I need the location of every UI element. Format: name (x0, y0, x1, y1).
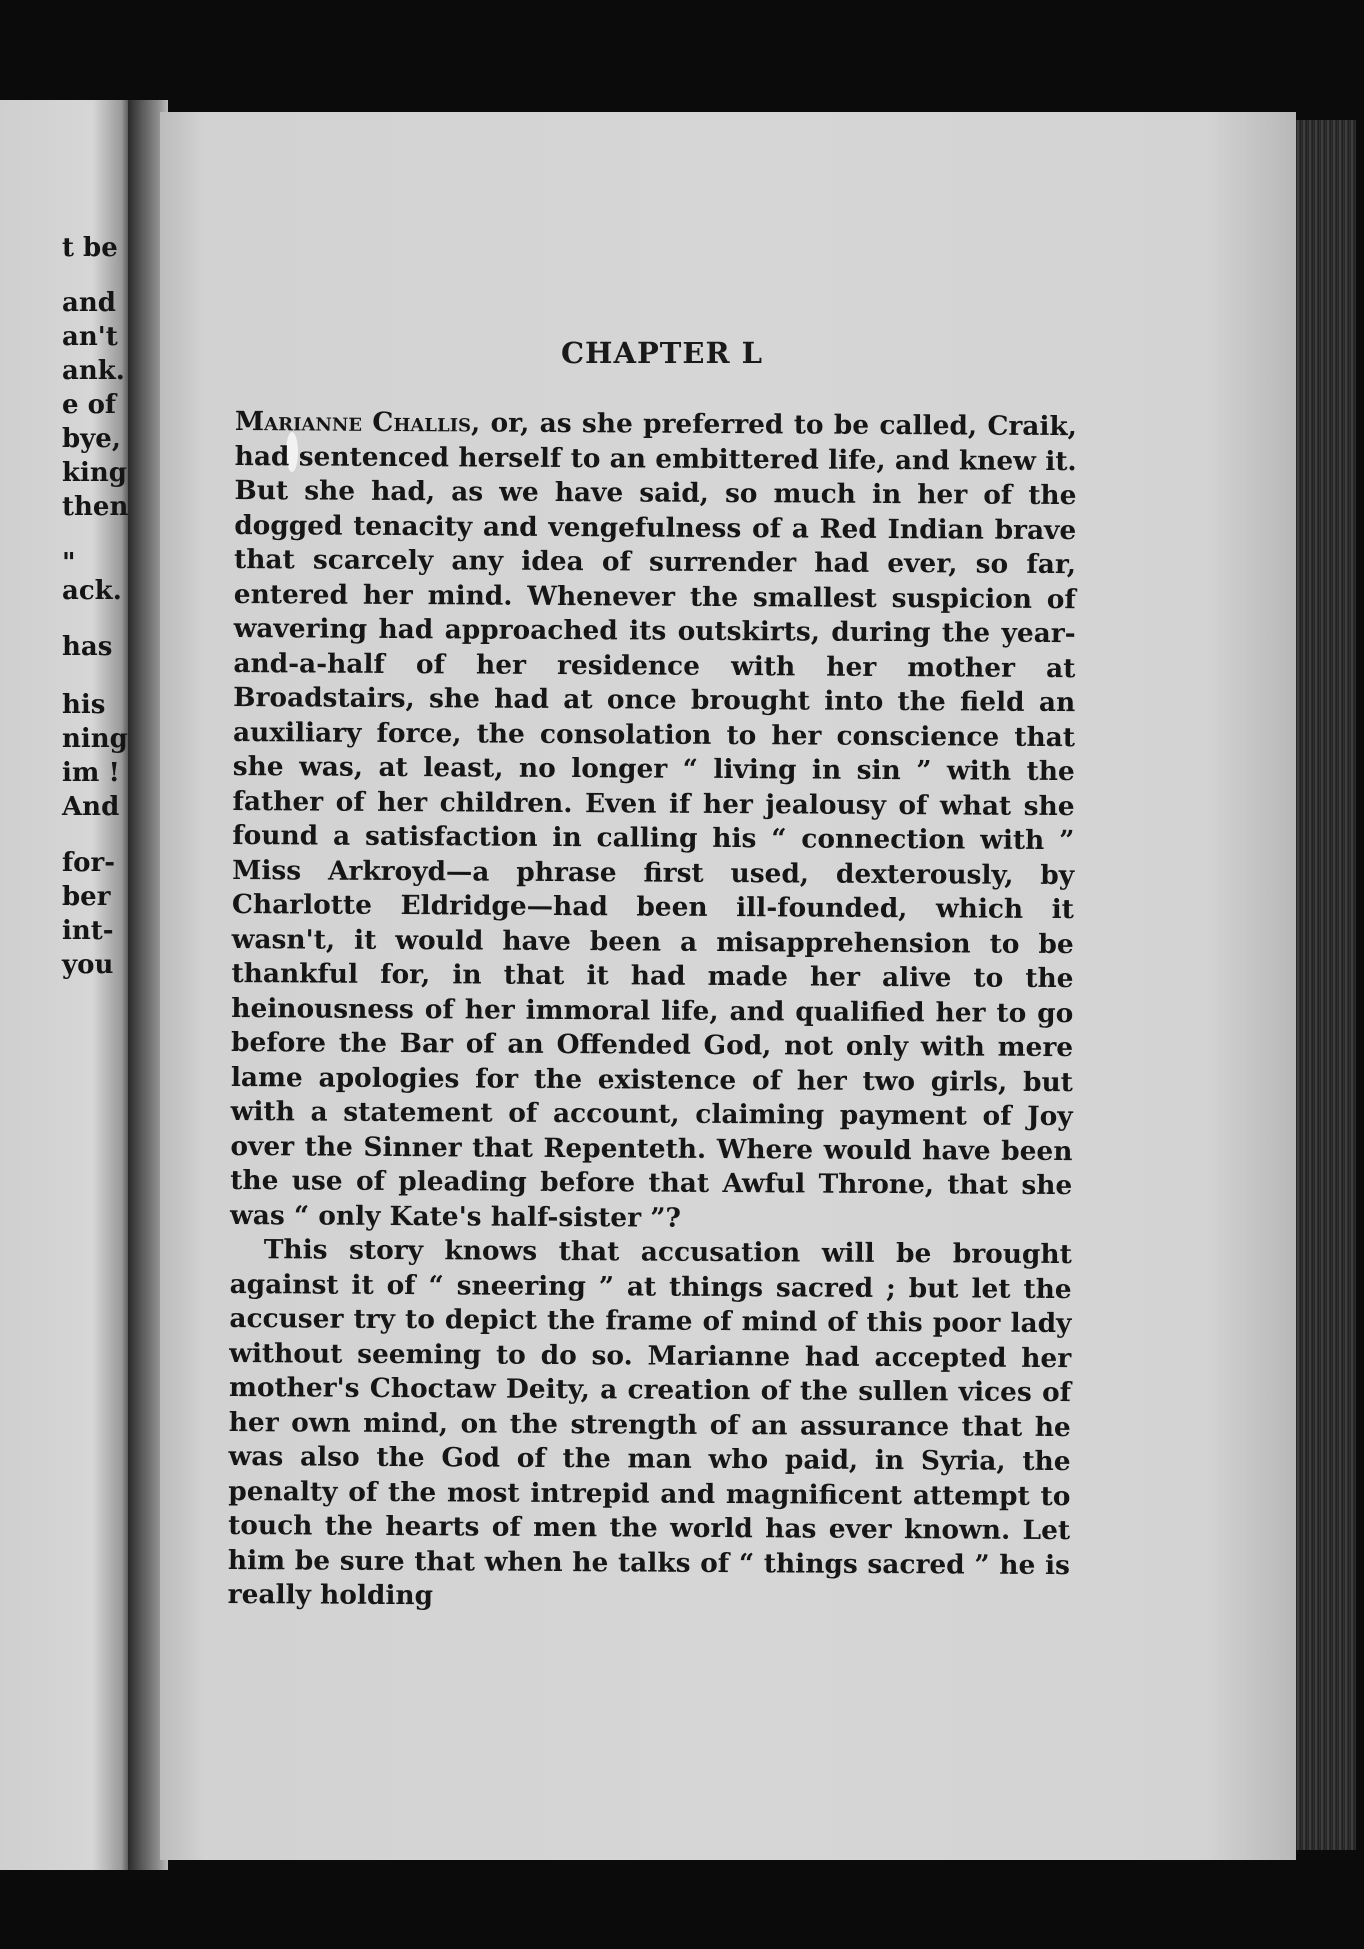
paragraph (230, 405, 1077, 1238)
facing-page-line: has (62, 632, 113, 662)
facing-page-line: and (62, 288, 116, 318)
facing-page-line: ber (62, 882, 111, 912)
facing-page-line: ank. (62, 356, 125, 386)
facing-page-line: an't (62, 322, 118, 352)
chapter-heading: CHAPTER L (560, 336, 764, 370)
facing-page-line: bye, (62, 424, 121, 454)
facing-page-line: ack. (62, 576, 122, 606)
facing-page-line: ning (62, 724, 128, 754)
facing-page-line: for- (62, 848, 116, 878)
facing-page-line: e of (62, 390, 117, 420)
paragraph-text: This story knows that accusation will be brought against it of “ sneering ” at things sacred ; but let the accuser try to depict the frame of mind of this poor lady without seeming to do so. Marianne had accepted her mother's Choctaw Deity, a creation of the sullen vices of her own mind, on the strength of an assurance that he was also the God of the man who paid, in Syria, the penalty of the most intrepid and magnificent attempt to touch the hearts of men the world has ever known. Let him be sure that when he talks of “ things sacred ” he is really holding (227, 1234, 1072, 1612)
facing-page-line: int- (62, 916, 114, 946)
facing-page-line: his (62, 690, 106, 720)
page-edges (1296, 120, 1356, 1850)
facing-page-line: im ! (62, 758, 120, 788)
facing-page-line: king (62, 458, 127, 488)
facing-page-line: t be (62, 233, 118, 263)
page-body (228, 405, 1077, 1618)
paragraph-text: , or, as she preferred to be called, Craik, had sentenced herself to an embittered life, and knew it. But she had, as we have said, so much in her of the dogged tenacity and vengefulness of a Red Indian brave that scarcely any idea of surrender had ever, so far, entered her mind. Whenever the smallest suspicion of wavering had approached its outskirts, during the year-and-a-half of her residence with her mother at Broadstairs, she had at once brought into the field an auxiliary force, the consolation to her conscience that she was, at least, no longer “ living in sin ” with the father of her children. Even if her jealousy of what she found a satisfaction in calling his “ connection with ” Miss Arkroyd—a phrase first used, dexterously, by Charlotte Eldridge—had been ill-founded, which it wasn't, it would have been a misapprehension to be thankful for, in that it had made her alive to the heinousness of her immoral life, and qualified her to go before the Bar of an Offended God, not only with mere lame apologies for the existence of her two girls, but with a statement of account, claiming payment of Joy over the Sinner that Repenteth. Where would have been the use of pleading before that Awful Throne, that she was “ only Kate's half-sister ”? (229, 407, 1077, 1234)
paragraph-lead: Marianne Challis (234, 405, 472, 439)
paragraph (228, 1233, 1072, 1618)
facing-page-line: And (62, 792, 120, 822)
facing-page-line: then (62, 492, 129, 522)
facing-page-line: you (62, 950, 114, 980)
facing-page-line: " (62, 548, 76, 578)
